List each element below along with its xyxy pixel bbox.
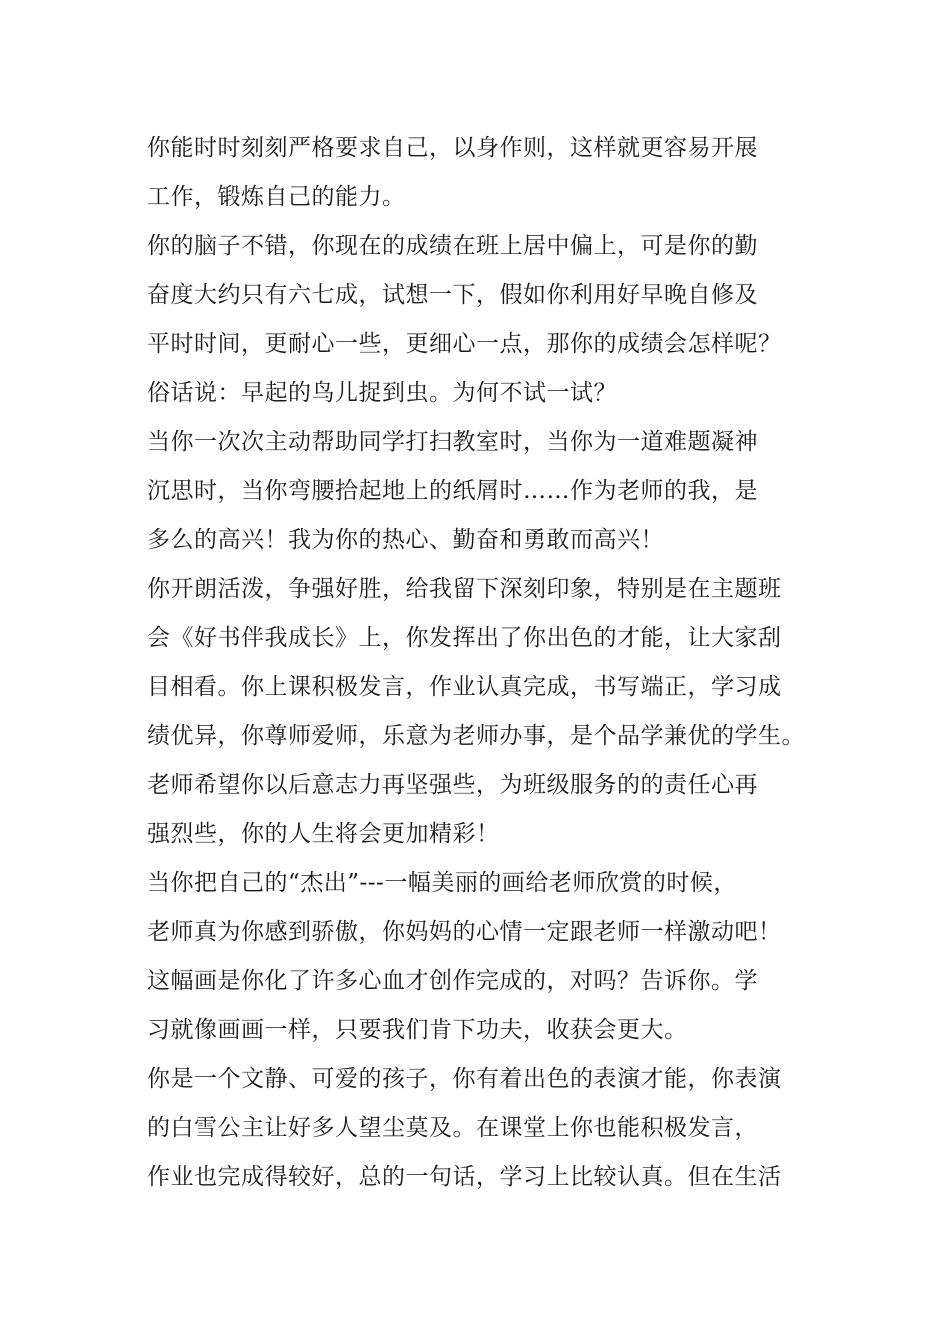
text-line: 沉思时，当你弯腰拾起地上的纸屑时……作为老师的我，是 <box>147 478 758 504</box>
text-line: 老师真为你感到骄傲，你妈妈的心情一定跟老师一样激动吧！ <box>147 919 782 945</box>
text-line: 你是一个文静、可爱的孩子，你有着出色的表演才能，你表演 <box>147 1066 782 1092</box>
text-line: 当你把自己的“杰出”---一幅美丽的画给老师欣赏的时候， <box>147 870 737 896</box>
text-line: 你能时时刻刻严格要求自己，以身作则，这样就更容易开展 <box>147 135 758 161</box>
text-line: 奋度大约只有六七成，试想一下，假如你利用好早晚自修及 <box>147 282 758 308</box>
text-line: 的白雪公主让好多人望尘莫及。在课堂上你也能积极发言， <box>147 1115 758 1141</box>
text-line: 当你一次次主动帮助同学打扫教室时，当你为一道难题凝神 <box>147 429 758 455</box>
text-line: 老师希望你以后意志力再坚强些，为班级服务的的责任心再 <box>147 772 758 798</box>
text-line: 这幅画是你化了许多心血才创作完成的，对吗？告诉你。学 <box>147 968 758 994</box>
text-line: 绩优异，你尊师爱师，乐意为老师办事，是个品学兼优的学生。 <box>147 723 805 749</box>
text-line: 强烈些，你的人生将会更加精彩！ <box>147 821 500 847</box>
text-line: 作业也完成得较好，总的一句话，学习上比较认真。但在生活 <box>147 1164 782 1190</box>
text-line: 多么的高兴！我为你的热心、勤奋和勇敢而高兴！ <box>147 527 664 553</box>
text-line: 目相看。你上课积极发言，作业认真完成，书写端正，学习成 <box>147 674 782 700</box>
text-line: 工作，锻炼自己的能力。 <box>147 184 406 210</box>
text-line: 习就像画画一样，只要我们肯下功夫，收获会更大。 <box>147 1017 688 1043</box>
text-line: 会《好书伴我成长》上，你发挥出了你出色的才能，让大家刮 <box>147 625 782 651</box>
text-line: 你开朗活泼，争强好胜，给我留下深刻印象，特别是在主题班 <box>147 576 782 602</box>
text-line: 平时时间，更耐心一些，更细心一点，那你的成绩会怎样呢？ <box>147 331 782 357</box>
text-line: 你的脑子不错，你现在的成绩在班上居中偏上，可是你的勤 <box>147 233 758 259</box>
text-line: 俗话说：早起的鸟儿捉到虫。为何不试一试？ <box>147 380 617 406</box>
document-body <box>147 124 837 1202</box>
